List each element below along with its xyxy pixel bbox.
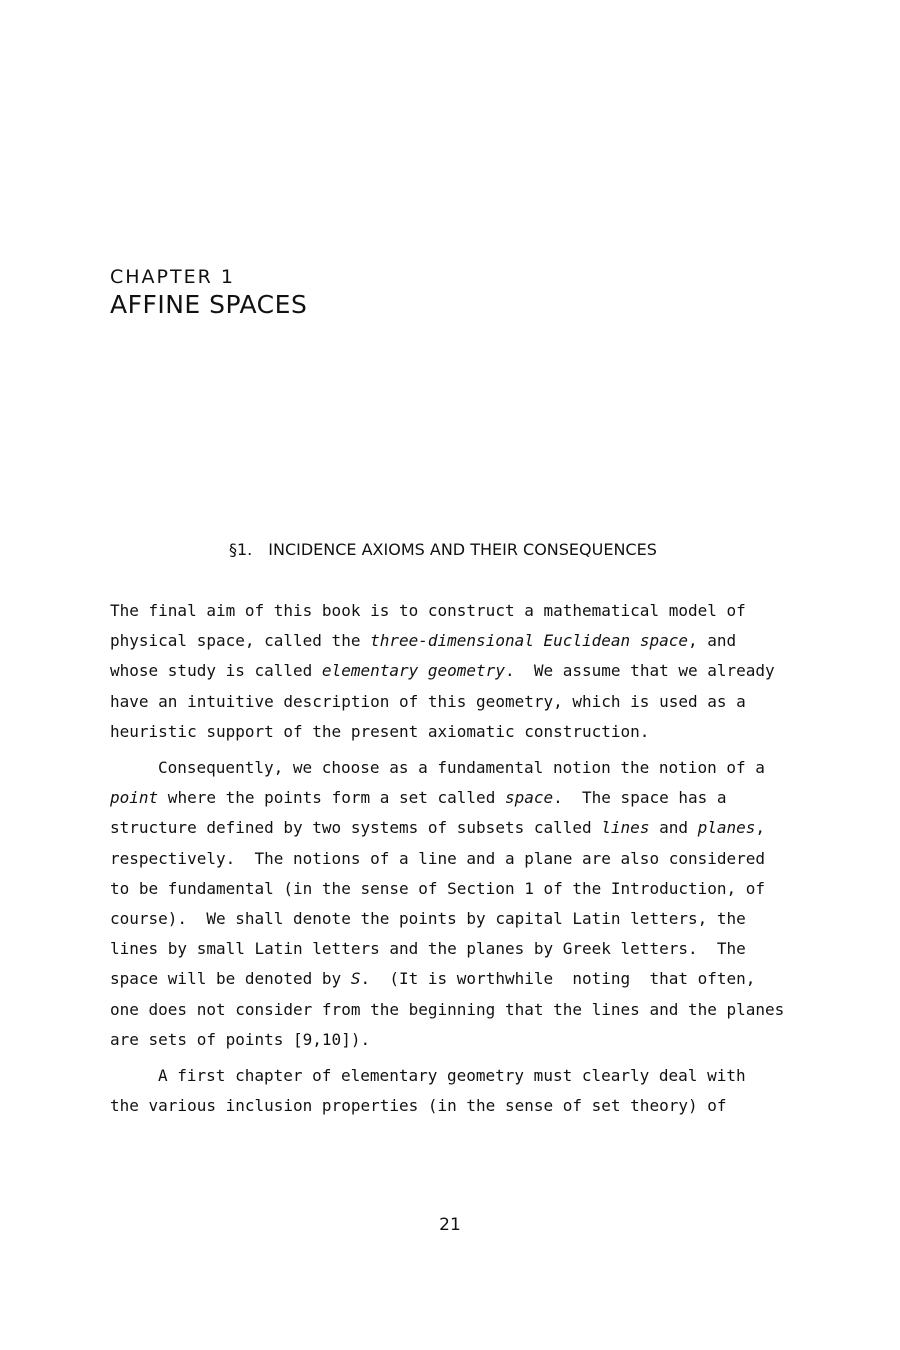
text-line: have an intuitive description of this geometry, which is used as a	[110, 691, 746, 711]
text-line: whose study is called elementary geometry. We assume that we already	[110, 661, 775, 681]
text-line: lines by small Latin letters and the planes by Greek letters. The	[110, 939, 746, 959]
emphasis: elementary geometry	[321, 661, 505, 681]
paragraph-1	[110, 596, 810, 747]
text-line: are sets of points [9,10]).	[110, 1029, 371, 1049]
chapter-title: AFFINE SPACES	[110, 290, 308, 319]
text-line: structure defined by two systems of subsets called lines and planes,	[110, 818, 766, 838]
text-line: Consequently, we choose as a fundamental notion the notion of a	[158, 758, 765, 778]
section-title: INCIDENCE AXIOMS AND THEIR CONSEQUENCES	[268, 540, 657, 559]
emphasis: point	[110, 788, 159, 808]
emphasis: three-dimensional Euclidean space	[370, 631, 688, 651]
section-heading	[229, 540, 657, 559]
chapter-label: CHAPTER 1	[110, 266, 235, 288]
text-line: the various inclusion properties (in the sense of set theory) of	[110, 1096, 727, 1116]
text-line: heuristic support of the present axiomatic construction.	[110, 721, 650, 741]
text-line: point where the points form a set called space. The space has a	[110, 788, 727, 808]
emphasis: planes	[697, 818, 756, 838]
page-number: 21	[439, 1215, 461, 1235]
emphasis: space	[504, 788, 554, 808]
text-line: respectively. The notions of a line and a plane are also considered	[110, 848, 766, 868]
paragraph-3	[110, 1061, 810, 1121]
emphasis: lines	[601, 818, 650, 838]
emphasis: S	[350, 969, 361, 989]
body-text	[110, 596, 810, 1121]
text-line: space will be denoted by S. (It is worthwhile noting that often,	[110, 969, 756, 989]
section-number: §1.	[229, 540, 253, 559]
text-line: A first chapter of elementary geometry must clearly deal with	[158, 1066, 746, 1086]
text-line: physical space, called the three-dimensional Euclidean space, and	[110, 631, 737, 651]
text-line: to be fundamental (in the sense of Section 1 of the Introduction, of	[110, 878, 766, 898]
paragraph-2	[110, 753, 810, 1055]
text-line: The final aim of this book is to construct a mathematical model of	[110, 601, 746, 620]
text-line: course). We shall denote the points by capital Latin letters, the	[110, 909, 746, 929]
text-line: one does not consider from the beginning that the lines and the planes	[110, 999, 785, 1019]
